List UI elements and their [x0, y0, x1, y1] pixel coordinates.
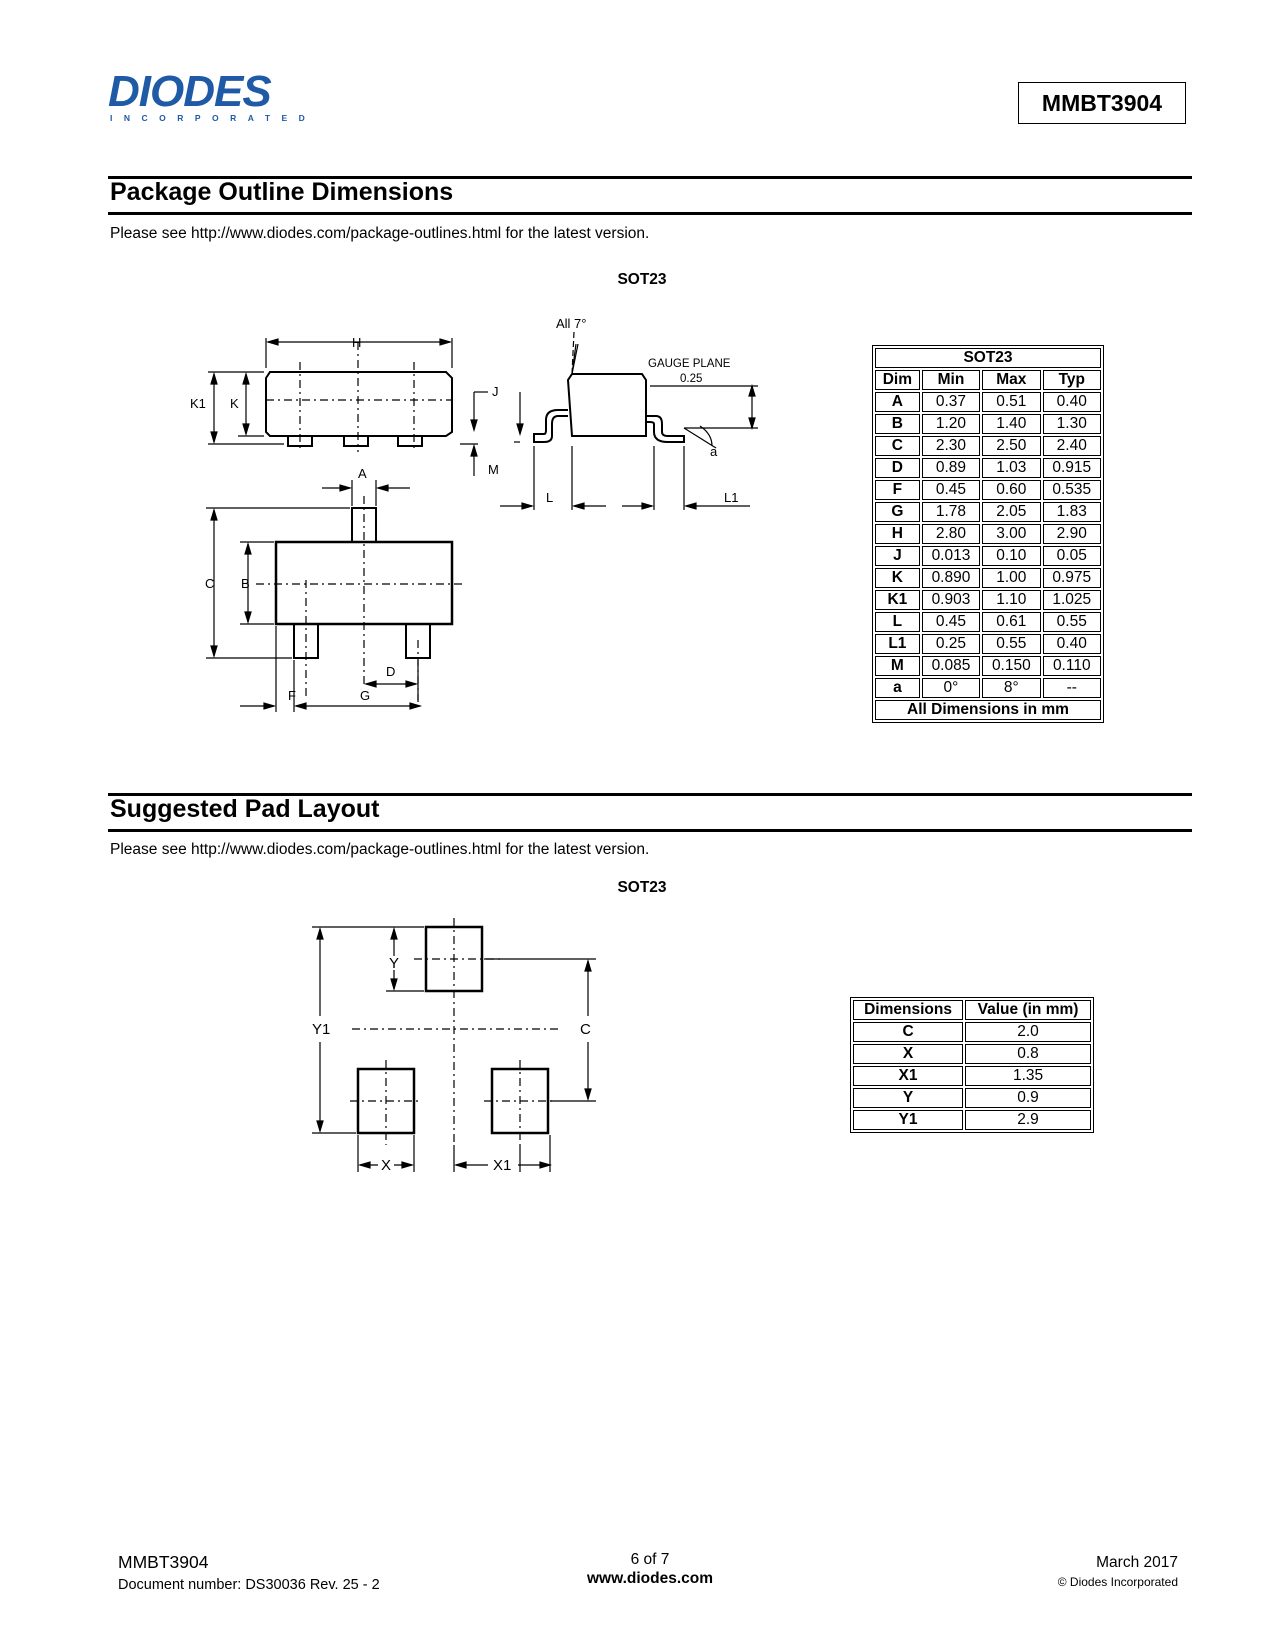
value-cell: 1.00 [982, 568, 1040, 588]
table-row [853, 1088, 1091, 1108]
gauge-plane-label: GAUGE PLANE [648, 358, 731, 370]
header-max: Max [982, 370, 1040, 390]
part-number: MMBT3904 [1041, 89, 1163, 116]
dim-cell: K1 [875, 590, 920, 610]
dim-label-H: H [352, 335, 362, 350]
value-cell: 0.60 [982, 480, 1040, 500]
value-cell: 2.0 [965, 1022, 1091, 1042]
value-cell: 0.150 [982, 656, 1040, 676]
table-row [875, 678, 1101, 698]
table-row [853, 1110, 1091, 1130]
value-cell: 0.55 [1043, 612, 1101, 632]
value-cell: 8° [982, 678, 1040, 698]
pad-label-Y1: Y1 [312, 1021, 331, 1038]
dim-label-D: D [386, 664, 396, 679]
pad-label-Y: Y [389, 955, 400, 972]
pad-label-X: X [381, 1157, 392, 1174]
dim-label-K: K [230, 396, 239, 411]
dim-label-L1: L1 [724, 490, 739, 505]
dim-label-L: L [546, 490, 554, 505]
value-cell: 0.9 [965, 1088, 1091, 1108]
table-row [875, 524, 1101, 544]
value-cell: 0.89 [922, 458, 980, 478]
header-dim: Dim [875, 370, 920, 390]
value-cell: 2.30 [922, 436, 980, 456]
dim-label-a: a [710, 444, 718, 459]
header-min: Min [922, 370, 980, 390]
table-row [875, 612, 1101, 632]
value-cell: 1.78 [922, 502, 980, 522]
value-cell: 0.535 [1043, 480, 1101, 500]
value-cell: 2.90 [1043, 524, 1101, 544]
value-cell: 0.085 [922, 656, 980, 676]
header-typ: Typ [1043, 370, 1101, 390]
value-cell: 0.40 [1043, 392, 1101, 412]
pad-layout-drawing [0, 900, 700, 1190]
dim-cell: H [875, 524, 920, 544]
gauge-plane-value: 0.25 [680, 373, 703, 385]
pad-note: Please see http://www.diodes.com/package-outlines.html for the latest version. [110, 841, 650, 858]
value-cell: 0.915 [1043, 458, 1101, 478]
dim-cell: A [875, 392, 920, 412]
value-cell: 0.013 [922, 546, 980, 566]
pad-label-C: C [580, 1021, 591, 1038]
value-cell: 0.45 [922, 480, 980, 500]
value-cell: 2.9 [965, 1110, 1091, 1130]
value-cell: 3.00 [982, 524, 1040, 544]
logo-text: DIODES [108, 67, 271, 116]
dim-cell: M [875, 656, 920, 676]
header-value: Value (in mm) [965, 1000, 1091, 1020]
footer-doc-number: Document number: DS30036 Rev. 25 - 2 [118, 1577, 380, 1593]
table-row [875, 502, 1101, 522]
value-cell: 0.61 [982, 612, 1040, 632]
footer-page: 6 of 7 [630, 1551, 670, 1568]
value-cell: 0.975 [1043, 568, 1101, 588]
dim-label-F: F [288, 688, 296, 703]
value-cell: 1.30 [1043, 414, 1101, 434]
value-cell: 0.890 [922, 568, 980, 588]
table-row [875, 590, 1101, 610]
table-row [853, 1066, 1091, 1086]
table-row [875, 634, 1101, 654]
table-row [875, 546, 1101, 566]
value-cell: 0.45 [922, 612, 980, 632]
value-cell: 0.55 [982, 634, 1040, 654]
value-cell: 0.903 [922, 590, 980, 610]
dim-cell: J [875, 546, 920, 566]
value-cell: 0.40 [1043, 634, 1101, 654]
header-dimensions: Dimensions [853, 1000, 963, 1020]
dim-label-G: G [360, 688, 371, 703]
outline-note: Please see http://www.diodes.com/package-outlines.html for the latest version. [110, 225, 650, 242]
section-title-pad: Suggested Pad Layout [110, 795, 380, 823]
table-row [875, 458, 1101, 478]
dim-cell: K [875, 568, 920, 588]
dim-label-J: J [492, 384, 499, 399]
dim-label-A: A [358, 466, 367, 481]
section-title-outline: Package Outline Dimensions [110, 178, 454, 206]
table-row [875, 414, 1101, 434]
outline-table-header [875, 370, 1101, 390]
dim-cell: D [875, 458, 920, 478]
table-row [875, 656, 1101, 676]
dim-cell: G [875, 502, 920, 522]
outline-table-footer: All Dimensions in mm [875, 700, 1101, 720]
table-row [875, 392, 1101, 412]
value-cell: 1.10 [982, 590, 1040, 610]
value-cell: 0.05 [1043, 546, 1101, 566]
outline-dimension-table [872, 345, 1104, 723]
dim-cell: L [875, 612, 920, 632]
dim-cell: X1 [853, 1066, 963, 1086]
value-cell: 2.50 [982, 436, 1040, 456]
value-cell: 1.03 [982, 458, 1040, 478]
pad-dimension-table [850, 997, 1094, 1133]
angle-label: All 7° [556, 316, 587, 331]
logo-subtext: INCORPORATED [110, 113, 317, 123]
value-cell: 1.40 [982, 414, 1040, 434]
pad-label-X1: X1 [493, 1157, 512, 1174]
value-cell: 2.80 [922, 524, 980, 544]
dim-cell: a [875, 678, 920, 698]
value-cell: 2.40 [1043, 436, 1101, 456]
value-cell: 0.37 [922, 392, 980, 412]
dim-cell: B [875, 414, 920, 434]
table-row [853, 1022, 1091, 1042]
outline-table-title: SOT23 [875, 348, 1101, 368]
value-cell: 1.025 [1043, 590, 1101, 610]
value-cell: 1.35 [965, 1066, 1091, 1086]
dim-cell: Y [853, 1088, 963, 1108]
dim-cell: C [853, 1022, 963, 1042]
value-cell: 1.83 [1043, 502, 1101, 522]
dim-cell: X [853, 1044, 963, 1064]
dim-cell: L1 [875, 634, 920, 654]
dim-label-K1: K1 [190, 396, 206, 411]
pad-package-label: SOT23 [617, 879, 667, 896]
footer-copyright: © Diodes Incorporated [1057, 1575, 1178, 1589]
dim-cell: F [875, 480, 920, 500]
footer-date: March 2017 [1096, 1554, 1178, 1571]
value-cell: 1.20 [922, 414, 980, 434]
value-cell: 0.25 [922, 634, 980, 654]
value-cell: 2.05 [982, 502, 1040, 522]
table-row [875, 480, 1101, 500]
value-cell: 0.8 [965, 1044, 1091, 1064]
table-row [875, 436, 1101, 456]
outline-package-label: SOT23 [617, 271, 667, 288]
value-cell: -- [1043, 678, 1101, 698]
dim-cell: Y1 [853, 1110, 963, 1130]
footer-website[interactable]: www.diodes.com [586, 1570, 714, 1587]
dim-label-M: M [488, 462, 499, 477]
section-rule-bottom-2 [108, 829, 1192, 832]
value-cell: 0° [922, 678, 980, 698]
value-cell: 0.110 [1043, 656, 1101, 676]
table-row [853, 1044, 1091, 1064]
table-row [875, 568, 1101, 588]
value-cell: 0.10 [982, 546, 1040, 566]
dim-cell: C [875, 436, 920, 456]
pad-table-header [853, 1000, 1091, 1020]
dim-label-B: B [241, 576, 250, 591]
dim-label-C: C [205, 576, 215, 591]
value-cell: 0.51 [982, 392, 1040, 412]
footer-part: MMBT3904 [118, 1552, 209, 1572]
